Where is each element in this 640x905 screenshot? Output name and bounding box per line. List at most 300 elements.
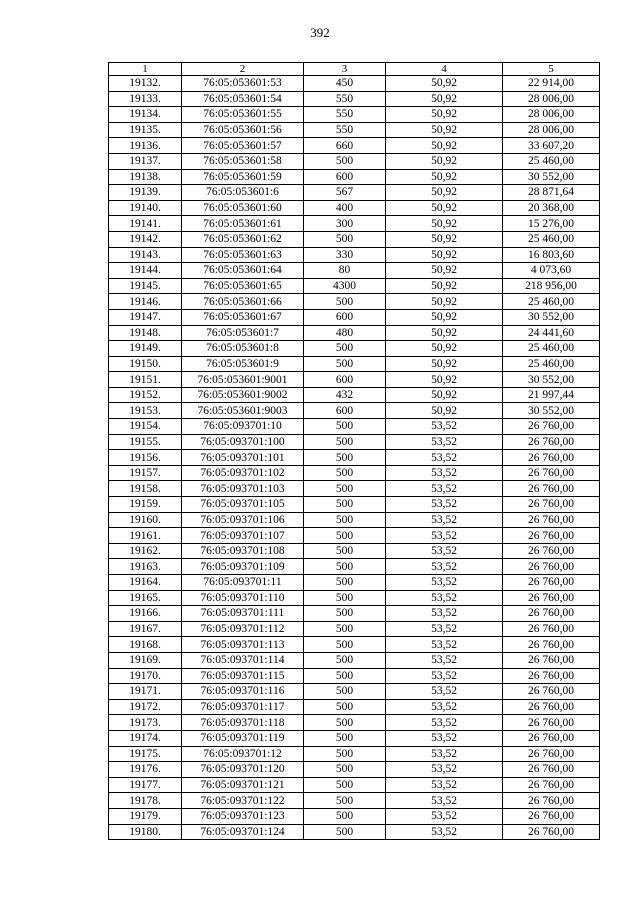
table-row — [109, 590, 600, 606]
amount-cell: 28 006,00 — [503, 122, 600, 138]
area-cell: 432 — [304, 387, 386, 403]
amount-cell: 26 760,00 — [503, 450, 600, 466]
rate-cell: 53,52 — [386, 668, 503, 684]
row-number-cell: 19180. — [109, 824, 182, 840]
cadastral-number-cell: 76:05:093701:113 — [182, 637, 304, 653]
amount-cell: 20 368,00 — [503, 200, 600, 216]
amount-cell: 26 760,00 — [503, 543, 600, 559]
amount-cell: 25 460,00 — [503, 294, 600, 310]
rate-cell: 50,92 — [386, 76, 503, 92]
cadastral-number-cell: 76:05:093701:111 — [182, 606, 304, 622]
area-cell: 500 — [304, 512, 386, 528]
table-row — [109, 200, 600, 216]
table-row — [109, 481, 600, 497]
cadastral-number-cell: 76:05:093701:12 — [182, 746, 304, 762]
area-cell: 500 — [304, 652, 386, 668]
area-cell: 567 — [304, 185, 386, 201]
amount-cell: 26 760,00 — [503, 730, 600, 746]
cadastral-number-cell: 76:05:053601:9001 — [182, 372, 304, 388]
rate-cell: 53,52 — [386, 777, 503, 793]
row-number-cell: 19150. — [109, 356, 182, 372]
amount-cell: 28 006,00 — [503, 107, 600, 123]
table-row — [109, 684, 600, 700]
area-cell: 550 — [304, 107, 386, 123]
cadastral-number-cell: 76:05:093701:116 — [182, 684, 304, 700]
cadastral-number-cell: 76:05:093701:117 — [182, 699, 304, 715]
rate-cell: 50,92 — [386, 231, 503, 247]
area-cell: 500 — [304, 481, 386, 497]
table-row — [109, 543, 600, 559]
cadastral-number-cell: 76:05:053601:66 — [182, 294, 304, 310]
table-row — [109, 278, 600, 294]
table-row — [109, 465, 600, 481]
area-cell: 500 — [304, 497, 386, 513]
table-row — [109, 793, 600, 809]
row-number-cell: 19168. — [109, 637, 182, 653]
area-cell: 500 — [304, 465, 386, 481]
row-number-cell: 19176. — [109, 762, 182, 778]
cadastral-number-cell: 76:05:053601:9002 — [182, 387, 304, 403]
cadastral-number-cell: 76:05:053601:6 — [182, 185, 304, 201]
area-cell: 500 — [304, 590, 386, 606]
area-cell: 500 — [304, 793, 386, 809]
rate-cell: 53,52 — [386, 434, 503, 450]
rate-cell: 53,52 — [386, 808, 503, 824]
row-number-cell: 19148. — [109, 325, 182, 341]
area-cell: 550 — [304, 91, 386, 107]
area-cell: 550 — [304, 122, 386, 138]
row-number-cell: 19167. — [109, 621, 182, 637]
row-number-cell: 19140. — [109, 200, 182, 216]
amount-cell: 26 760,00 — [503, 668, 600, 684]
amount-cell: 26 760,00 — [503, 575, 600, 591]
area-cell: 500 — [304, 543, 386, 559]
amount-cell: 21 997,44 — [503, 387, 600, 403]
rate-cell: 53,52 — [386, 621, 503, 637]
amount-cell: 25 460,00 — [503, 341, 600, 357]
amount-cell: 26 760,00 — [503, 793, 600, 809]
table-row — [109, 419, 600, 435]
row-number-cell: 19177. — [109, 777, 182, 793]
rate-cell: 53,52 — [386, 730, 503, 746]
rate-cell: 53,52 — [386, 465, 503, 481]
column-header-1: 1 — [109, 63, 182, 76]
cadastral-number-cell: 76:05:053601:60 — [182, 200, 304, 216]
row-number-cell: 19160. — [109, 512, 182, 528]
amount-cell: 26 760,00 — [503, 512, 600, 528]
area-cell: 500 — [304, 341, 386, 357]
rate-cell: 50,92 — [386, 169, 503, 185]
area-cell: 300 — [304, 216, 386, 232]
rate-cell: 50,92 — [386, 403, 503, 419]
table-row — [109, 294, 600, 310]
cadastral-number-cell: 76:05:093701:105 — [182, 497, 304, 513]
row-number-cell: 19136. — [109, 138, 182, 154]
area-cell: 500 — [304, 777, 386, 793]
column-header-2: 2 — [182, 63, 304, 76]
amount-cell: 26 760,00 — [503, 808, 600, 824]
table-row — [109, 325, 600, 341]
row-number-cell: 19152. — [109, 387, 182, 403]
cadastral-number-cell: 76:05:093701:121 — [182, 777, 304, 793]
cadastral-number-cell: 76:05:093701:103 — [182, 481, 304, 497]
area-cell: 500 — [304, 730, 386, 746]
table-row — [109, 777, 600, 793]
row-number-cell: 19144. — [109, 263, 182, 279]
amount-cell: 24 441,60 — [503, 325, 600, 341]
cadastral-number-cell: 76:05:053601:8 — [182, 341, 304, 357]
area-cell: 500 — [304, 575, 386, 591]
row-number-cell: 19178. — [109, 793, 182, 809]
rate-cell: 53,52 — [386, 419, 503, 435]
amount-cell: 26 760,00 — [503, 684, 600, 700]
table-row — [109, 715, 600, 731]
cadastral-number-cell: 76:05:093701:101 — [182, 450, 304, 466]
row-number-cell: 19137. — [109, 153, 182, 169]
rate-cell: 50,92 — [386, 263, 503, 279]
table-row — [109, 91, 600, 107]
row-number-cell: 19134. — [109, 107, 182, 123]
table-row — [109, 387, 600, 403]
amount-cell: 26 760,00 — [503, 606, 600, 622]
row-number-cell: 19132. — [109, 76, 182, 92]
rate-cell: 53,52 — [386, 575, 503, 591]
row-number-cell: 19154. — [109, 419, 182, 435]
table-row — [109, 153, 600, 169]
area-cell: 500 — [304, 606, 386, 622]
rate-cell: 50,92 — [386, 200, 503, 216]
rate-cell: 50,92 — [386, 91, 503, 107]
cadastral-number-cell: 76:05:053601:57 — [182, 138, 304, 154]
amount-cell: 22 914,00 — [503, 76, 600, 92]
amount-cell: 25 460,00 — [503, 356, 600, 372]
row-number-cell: 19179. — [109, 808, 182, 824]
table-row — [109, 824, 600, 840]
table-row — [109, 450, 600, 466]
table-row — [109, 403, 600, 419]
cadastral-number-cell: 76:05:093701:10 — [182, 419, 304, 435]
rate-cell: 50,92 — [386, 185, 503, 201]
amount-cell: 30 552,00 — [503, 403, 600, 419]
table-row — [109, 746, 600, 762]
table-row — [109, 606, 600, 622]
area-cell: 500 — [304, 699, 386, 715]
row-number-cell: 19175. — [109, 746, 182, 762]
table-row — [109, 309, 600, 325]
cadastral-number-cell: 76:05:053601:59 — [182, 169, 304, 185]
cadastral-number-cell: 76:05:053601:67 — [182, 309, 304, 325]
area-cell: 500 — [304, 746, 386, 762]
rate-cell: 53,52 — [386, 824, 503, 840]
rate-cell: 50,92 — [386, 122, 503, 138]
rate-cell: 50,92 — [386, 278, 503, 294]
rate-cell: 53,52 — [386, 590, 503, 606]
cadastral-number-cell: 76:05:093701:123 — [182, 808, 304, 824]
rate-cell: 50,92 — [386, 294, 503, 310]
row-number-cell: 19163. — [109, 559, 182, 575]
amount-cell: 26 760,00 — [503, 777, 600, 793]
table-row — [109, 528, 600, 544]
amount-cell: 26 760,00 — [503, 590, 600, 606]
cadastral-number-cell: 76:05:053601:9003 — [182, 403, 304, 419]
amount-cell: 30 552,00 — [503, 309, 600, 325]
cadastral-number-cell: 76:05:093701:124 — [182, 824, 304, 840]
rate-cell: 53,52 — [386, 793, 503, 809]
row-number-cell: 19141. — [109, 216, 182, 232]
amount-cell: 25 460,00 — [503, 231, 600, 247]
table-body — [109, 76, 600, 840]
rate-cell: 53,52 — [386, 762, 503, 778]
row-number-cell: 19138. — [109, 169, 182, 185]
amount-cell: 30 552,00 — [503, 169, 600, 185]
column-header-3: 3 — [304, 63, 386, 76]
amount-cell: 26 760,00 — [503, 715, 600, 731]
table-row — [109, 621, 600, 637]
row-number-cell: 19151. — [109, 372, 182, 388]
amount-cell: 26 760,00 — [503, 465, 600, 481]
row-number-cell: 19155. — [109, 434, 182, 450]
table-row — [109, 512, 600, 528]
row-number-cell: 19161. — [109, 528, 182, 544]
rate-cell: 53,52 — [386, 652, 503, 668]
cadastral-number-cell: 76:05:053601:61 — [182, 216, 304, 232]
row-number-cell: 19165. — [109, 590, 182, 606]
table-row — [109, 575, 600, 591]
table-row — [109, 356, 600, 372]
amount-cell: 30 552,00 — [503, 372, 600, 388]
cadastral-number-cell: 76:05:093701:108 — [182, 543, 304, 559]
row-number-cell: 19169. — [109, 652, 182, 668]
area-cell: 500 — [304, 824, 386, 840]
table-row — [109, 497, 600, 513]
rate-cell: 50,92 — [386, 356, 503, 372]
cadastral-number-cell: 76:05:053601:65 — [182, 278, 304, 294]
row-number-cell: 19139. — [109, 185, 182, 201]
amount-cell: 28 006,00 — [503, 91, 600, 107]
cadastral-number-cell: 76:05:053601:56 — [182, 122, 304, 138]
cadastral-number-cell: 76:05:093701:11 — [182, 575, 304, 591]
cadastral-number-cell: 76:05:093701:100 — [182, 434, 304, 450]
row-number-cell: 19133. — [109, 91, 182, 107]
rate-cell: 53,52 — [386, 450, 503, 466]
amount-cell: 33 607,20 — [503, 138, 600, 154]
cadastral-number-cell: 76:05:093701:120 — [182, 762, 304, 778]
cadastral-number-cell: 76:05:053601:63 — [182, 247, 304, 263]
cadastral-number-cell: 76:05:053601:62 — [182, 231, 304, 247]
area-cell: 600 — [304, 169, 386, 185]
table-row — [109, 107, 600, 123]
cadastral-number-cell: 76:05:093701:109 — [182, 559, 304, 575]
area-cell: 500 — [304, 434, 386, 450]
rate-cell: 50,92 — [386, 247, 503, 263]
table-row — [109, 559, 600, 575]
rate-cell: 50,92 — [386, 325, 503, 341]
data-table — [108, 62, 600, 840]
cadastral-number-cell: 76:05:053601:55 — [182, 107, 304, 123]
row-number-cell: 19157. — [109, 465, 182, 481]
rate-cell: 53,52 — [386, 559, 503, 575]
cadastral-number-cell: 76:05:093701:114 — [182, 652, 304, 668]
rate-cell: 53,52 — [386, 497, 503, 513]
row-number-cell: 19146. — [109, 294, 182, 310]
row-number-cell: 19164. — [109, 575, 182, 591]
table-row — [109, 637, 600, 653]
amount-cell: 26 760,00 — [503, 824, 600, 840]
row-number-cell: 19145. — [109, 278, 182, 294]
table-row — [109, 762, 600, 778]
row-number-cell: 19153. — [109, 403, 182, 419]
amount-cell: 26 760,00 — [503, 637, 600, 653]
cadastral-number-cell: 76:05:053601:7 — [182, 325, 304, 341]
area-cell: 500 — [304, 762, 386, 778]
table-row — [109, 169, 600, 185]
table-row — [109, 730, 600, 746]
rate-cell: 53,52 — [386, 606, 503, 622]
area-cell: 500 — [304, 637, 386, 653]
cadastral-number-cell: 76:05:053601:9 — [182, 356, 304, 372]
amount-cell: 16 803,60 — [503, 247, 600, 263]
area-cell: 330 — [304, 247, 386, 263]
table-row — [109, 138, 600, 154]
row-number-cell: 19162. — [109, 543, 182, 559]
table-row — [109, 216, 600, 232]
table-row — [109, 372, 600, 388]
rate-cell: 50,92 — [386, 216, 503, 232]
table-row — [109, 122, 600, 138]
row-number-cell: 19143. — [109, 247, 182, 263]
rate-cell: 53,52 — [386, 481, 503, 497]
amount-cell: 26 760,00 — [503, 434, 600, 450]
rate-cell: 53,52 — [386, 543, 503, 559]
rate-cell: 53,52 — [386, 746, 503, 762]
area-cell: 500 — [304, 294, 386, 310]
table-row — [109, 76, 600, 92]
table-row — [109, 699, 600, 715]
row-number-cell: 19173. — [109, 715, 182, 731]
table-row — [109, 652, 600, 668]
rate-cell: 50,92 — [386, 309, 503, 325]
cadastral-number-cell: 76:05:053601:53 — [182, 76, 304, 92]
amount-cell: 4 073,60 — [503, 263, 600, 279]
column-header-4: 4 — [386, 63, 503, 76]
area-cell: 600 — [304, 403, 386, 419]
amount-cell: 218 956,00 — [503, 278, 600, 294]
area-cell: 450 — [304, 76, 386, 92]
rate-cell: 53,52 — [386, 684, 503, 700]
area-cell: 500 — [304, 684, 386, 700]
cadastral-number-cell: 76:05:093701:106 — [182, 512, 304, 528]
table-row — [109, 808, 600, 824]
row-number-cell: 19135. — [109, 122, 182, 138]
area-cell: 600 — [304, 372, 386, 388]
table-row — [109, 231, 600, 247]
area-cell: 500 — [304, 808, 386, 824]
row-number-cell: 19159. — [109, 497, 182, 513]
amount-cell: 26 760,00 — [503, 746, 600, 762]
area-cell: 500 — [304, 450, 386, 466]
row-number-cell: 19172. — [109, 699, 182, 715]
cadastral-number-cell: 76:05:093701:119 — [182, 730, 304, 746]
rate-cell: 50,92 — [386, 372, 503, 388]
cadastral-number-cell: 76:05:093701:112 — [182, 621, 304, 637]
row-number-cell: 19156. — [109, 450, 182, 466]
area-cell: 600 — [304, 309, 386, 325]
table-row — [109, 668, 600, 684]
cadastral-number-cell: 76:05:093701:110 — [182, 590, 304, 606]
amount-cell: 26 760,00 — [503, 652, 600, 668]
amount-cell: 15 276,00 — [503, 216, 600, 232]
area-cell: 500 — [304, 715, 386, 731]
table-row — [109, 263, 600, 279]
cadastral-number-cell: 76:05:093701:107 — [182, 528, 304, 544]
rate-cell: 50,92 — [386, 341, 503, 357]
header-row — [109, 63, 600, 76]
row-number-cell: 19158. — [109, 481, 182, 497]
amount-cell: 26 760,00 — [503, 419, 600, 435]
amount-cell: 26 760,00 — [503, 481, 600, 497]
amount-cell: 26 760,00 — [503, 621, 600, 637]
table-row — [109, 247, 600, 263]
table-row — [109, 434, 600, 450]
area-cell: 400 — [304, 200, 386, 216]
table-row — [109, 341, 600, 357]
area-cell: 500 — [304, 419, 386, 435]
amount-cell: 26 760,00 — [503, 559, 600, 575]
row-number-cell: 19142. — [109, 231, 182, 247]
cadastral-number-cell: 76:05:093701:118 — [182, 715, 304, 731]
table-header — [109, 63, 600, 76]
amount-cell: 26 760,00 — [503, 497, 600, 513]
rate-cell: 53,52 — [386, 512, 503, 528]
area-cell: 500 — [304, 528, 386, 544]
rate-cell: 53,52 — [386, 715, 503, 731]
row-number-cell: 19170. — [109, 668, 182, 684]
cadastral-number-cell: 76:05:053601:54 — [182, 91, 304, 107]
table-row — [109, 185, 600, 201]
area-cell: 480 — [304, 325, 386, 341]
cadastral-number-cell: 76:05:093701:102 — [182, 465, 304, 481]
area-cell: 500 — [304, 621, 386, 637]
area-cell: 500 — [304, 356, 386, 372]
rate-cell: 50,92 — [386, 387, 503, 403]
area-cell: 500 — [304, 668, 386, 684]
row-number-cell: 19149. — [109, 341, 182, 357]
amount-cell: 26 760,00 — [503, 762, 600, 778]
page-number: 392 — [310, 25, 330, 40]
cadastral-number-cell: 76:05:053601:58 — [182, 153, 304, 169]
cadastral-number-cell: 76:05:093701:122 — [182, 793, 304, 809]
row-number-cell: 19174. — [109, 730, 182, 746]
amount-cell: 26 760,00 — [503, 699, 600, 715]
column-header-5: 5 — [503, 63, 600, 76]
amount-cell: 25 460,00 — [503, 153, 600, 169]
amount-cell: 26 760,00 — [503, 528, 600, 544]
area-cell: 660 — [304, 138, 386, 154]
area-cell: 4300 — [304, 278, 386, 294]
rate-cell: 50,92 — [386, 107, 503, 123]
rate-cell: 53,52 — [386, 528, 503, 544]
area-cell: 500 — [304, 231, 386, 247]
row-number-cell: 19171. — [109, 684, 182, 700]
rate-cell: 53,52 — [386, 637, 503, 653]
area-cell: 80 — [304, 263, 386, 279]
rate-cell: 50,92 — [386, 138, 503, 154]
rate-cell: 50,92 — [386, 153, 503, 169]
row-number-cell: 19147. — [109, 309, 182, 325]
area-cell: 500 — [304, 559, 386, 575]
area-cell: 500 — [304, 153, 386, 169]
amount-cell: 28 871,64 — [503, 185, 600, 201]
